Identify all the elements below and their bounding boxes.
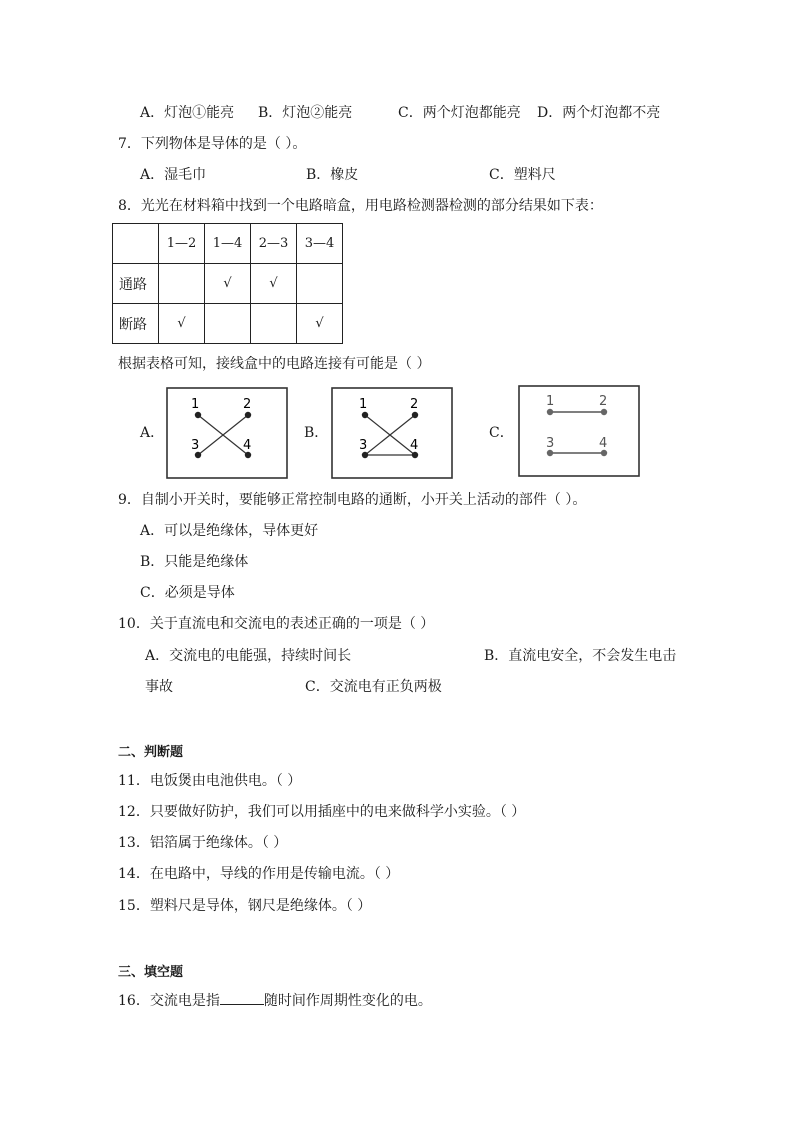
terminal-dot (601, 409, 607, 415)
q9-option-c: C．必须是导体 (140, 585, 235, 601)
table-cell: √ (251, 264, 297, 304)
table-cell (205, 304, 251, 344)
terminal-number: 1 (546, 394, 555, 409)
terminal-number: 1 (359, 397, 368, 412)
terminal-number: 2 (243, 397, 252, 412)
table-cell (159, 264, 205, 304)
answer-blank[interactable] (220, 990, 264, 1005)
q7-option-c: C．塑料尺 (489, 167, 556, 183)
q9-option-b: B．只能是绝缘体 (140, 554, 249, 570)
box-frame (167, 388, 287, 478)
q8-stem: 8．光光在材料箱中找到一个电路暗盒，用电路检测器检测的部分结果如下表： (118, 198, 603, 214)
table-cell: √ (205, 264, 251, 304)
terminal-dot (412, 412, 418, 418)
q15: 15．塑料尺是导体，钢尺是绝缘体。（ ） (118, 898, 372, 914)
terminal-number: 1 (191, 397, 200, 412)
q6-option-c: C．两个灯泡都能亮 (398, 105, 521, 121)
table-cell (251, 304, 297, 344)
q16-text-before: 16．交流电是指 (118, 993, 220, 1009)
q8-result-table (112, 223, 343, 344)
terminal-number: 4 (599, 436, 608, 451)
q8-option-c-label: C． (489, 425, 514, 441)
q11: 11．电饭煲由电池供电。（ ） (118, 773, 302, 789)
q16-text-after: 随时间作周期性变化的电。 (263, 993, 432, 1009)
q8-follow-up: 根据表格可知，接线盒中的电路连接有可能是（ ） (118, 356, 431, 372)
q10-stem: 10．关于直流电和交流电的表述正确的一项是（ ） (118, 616, 435, 632)
q10-option-b: B．直流电安全，不会发生电击 (484, 648, 677, 664)
table-row (113, 304, 343, 344)
q7-option-a: A．湿毛巾 (140, 167, 207, 183)
q8-option-a-diagram (166, 387, 288, 479)
q6-option-a: A．灯泡①能亮 (140, 105, 235, 121)
terminal-number: 3 (191, 438, 200, 453)
box-frame (519, 386, 639, 476)
q7-stem: 7．下列物体是导体的是（ ）。 (118, 136, 307, 152)
table-cell (297, 264, 343, 304)
terminal-number: 3 (546, 436, 555, 451)
row-label-open: 断路 (113, 304, 159, 344)
terminal-number: 4 (410, 438, 419, 453)
terminal-number: 2 (599, 394, 608, 409)
table-header-row (113, 224, 343, 264)
terminal-number: 2 (410, 397, 419, 412)
table-row (113, 264, 343, 304)
section-title-fill-blank: 三、填空题 (118, 965, 184, 980)
terminal-dot (195, 412, 201, 418)
row-label-closed: 通路 (113, 264, 159, 304)
table-header-cell: 1—4 (205, 224, 251, 264)
q7-option-b: B．橡皮 (306, 167, 359, 183)
q8-option-a-label: A． (140, 425, 165, 441)
table-corner-cell (113, 224, 159, 264)
q12: 12．只要做好防护，我们可以用插座中的电来做科学小实验。（ ） (118, 804, 526, 820)
q16 (118, 990, 432, 1011)
table-header-cell: 1—2 (159, 224, 205, 264)
q13: 13．铝箔属于绝缘体。（ ） (118, 835, 288, 851)
terminal-dot (245, 412, 251, 418)
q14: 14．在电路中，导线的作用是传输电流。（ ） (118, 866, 400, 882)
q8-option-b-diagram (331, 387, 453, 479)
q10-option-c: C．交流电有正负两极 (305, 679, 442, 695)
section-title-judgement: 二、判断题 (118, 745, 184, 760)
q10-option-a: A．交流电的电能强，持续时间长 (145, 648, 352, 664)
table-cell: √ (297, 304, 343, 344)
q8-option-b-label: B． (304, 425, 329, 441)
q10-option-b-continued: 事故 (145, 679, 173, 695)
terminal-number: 3 (359, 438, 368, 453)
q9-option-a: A．可以是绝缘体，导体更好 (140, 523, 319, 539)
q9-stem: 9．自制小开关时，要能够正常控制电路的通断，小开关上活动的部件（ ）。 (118, 492, 587, 508)
q6-option-d: D．两个灯泡都不亮 (537, 105, 661, 121)
table-header-cell: 3—4 (297, 224, 343, 264)
q6-option-b: B．灯泡②能亮 (258, 105, 353, 121)
table-cell: √ (159, 304, 205, 344)
q8-option-c-diagram (518, 385, 640, 477)
terminal-dot (547, 409, 553, 415)
terminal-number: 4 (243, 438, 252, 453)
terminal-dot (362, 412, 368, 418)
table-header-cell: 2—3 (251, 224, 297, 264)
